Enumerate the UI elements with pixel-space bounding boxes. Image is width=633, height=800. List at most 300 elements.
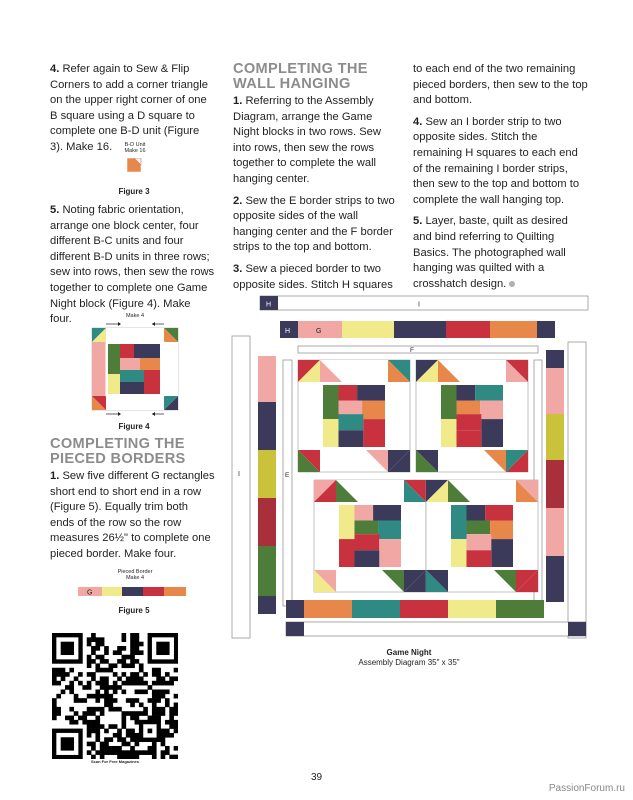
qr-module (152, 746, 157, 751)
block-patch (355, 505, 374, 521)
qr-module (87, 659, 92, 664)
qr-module (148, 716, 153, 721)
qr-module (100, 746, 105, 751)
qr-module (82, 711, 87, 716)
qr-module (100, 655, 105, 660)
qr-module (169, 720, 174, 725)
qr-module (156, 711, 161, 716)
game-night-block (314, 480, 426, 592)
qr-module (95, 689, 100, 694)
qr-module (135, 676, 140, 681)
qr-module (95, 737, 100, 742)
qr-module (113, 733, 118, 738)
qr-module (61, 737, 74, 750)
qr-module (52, 672, 57, 677)
qr-module (104, 659, 109, 664)
qr-module (161, 729, 166, 734)
qr-module (135, 659, 140, 664)
qr-module (152, 672, 157, 677)
qr-module (100, 642, 105, 647)
qr-module (78, 716, 83, 721)
qr-module (100, 694, 105, 699)
qr-module (143, 750, 148, 755)
qr-module (87, 672, 92, 677)
block-patch (323, 385, 339, 419)
qr-module (95, 681, 100, 686)
qr-module (82, 685, 87, 690)
qr-module (95, 642, 100, 647)
qr-module (152, 689, 157, 694)
qr-module (65, 716, 70, 721)
qr-module (139, 681, 144, 686)
block-patch (457, 414, 482, 430)
qr-module (117, 737, 122, 742)
qr-module (174, 729, 178, 734)
qr-module (87, 750, 92, 755)
qr-module (113, 750, 118, 755)
qr-module (108, 663, 113, 668)
qr-module (113, 672, 118, 677)
page-number: 39 (310, 772, 323, 783)
qr-module (152, 703, 157, 708)
qr-module (91, 724, 96, 729)
block-patch (320, 360, 388, 364)
qr-module (104, 729, 109, 734)
qr-module (108, 707, 113, 712)
qr-module (61, 689, 66, 694)
qr-module (139, 703, 144, 708)
qr-module (61, 642, 74, 655)
qr-module (108, 703, 113, 708)
qr-module (100, 711, 105, 716)
block-patch (457, 385, 476, 401)
qr-module (169, 724, 174, 729)
qr-module (130, 746, 135, 751)
qr-module (104, 676, 109, 681)
qr-module (161, 742, 166, 747)
qr-module (135, 733, 140, 738)
qr-module (169, 681, 174, 686)
qr-module (139, 711, 144, 716)
qr-module (122, 689, 127, 694)
block-patch (355, 521, 379, 535)
qr-module (108, 668, 113, 673)
block-patch (481, 419, 503, 447)
qr-module (130, 703, 135, 708)
assembly-step-2: 2. Sew the E border strips to two opposite sides of the wall hanging center and the F border strips to the top and bottom. (233, 194, 395, 254)
qr-module (156, 676, 161, 681)
qr-module (130, 716, 135, 721)
qr-module (56, 711, 61, 716)
qr-module (135, 642, 140, 647)
qr-module (52, 707, 57, 712)
qr-module (126, 655, 131, 660)
block-patch (441, 385, 457, 419)
qr-module (161, 707, 166, 712)
block-patch (448, 480, 516, 484)
qr-module (135, 720, 140, 725)
qr-module (139, 642, 144, 647)
qr-module (69, 689, 74, 694)
label-f: F (410, 347, 414, 354)
qr-module (165, 689, 170, 694)
qr-module (82, 698, 87, 703)
assembly-step-3: 3. Sew a pieced border to two opposite sides. Stitch H squares (233, 262, 393, 291)
qr-module (161, 676, 166, 681)
qr-module (152, 707, 157, 712)
watermark: PassionForum.ru (548, 783, 625, 794)
block-patch (438, 360, 506, 364)
qr-module (169, 716, 174, 721)
figure-5-label: Pieced Border Make 4 (117, 569, 153, 581)
qr-module (130, 737, 135, 742)
qr-module (117, 685, 122, 690)
qr-module (100, 742, 105, 747)
qr-module (130, 659, 135, 664)
qr-module (152, 698, 157, 703)
qr-code[interactable] (52, 633, 178, 759)
qr-module (156, 689, 161, 694)
qr-module (87, 707, 92, 712)
qr-module (91, 650, 96, 655)
qr-module (135, 716, 140, 721)
qr-module (91, 711, 96, 716)
qr-module (135, 637, 140, 642)
qr-module (91, 742, 96, 747)
qr-module (113, 663, 118, 668)
qr-module (143, 707, 148, 712)
qr-module (152, 668, 157, 673)
qr-module (152, 750, 157, 755)
block-patch (467, 550, 492, 567)
pieced-borders-heading: COMPLETING THE PIECED BORDERS (50, 436, 186, 467)
qr-module (95, 729, 100, 734)
qr-module (122, 637, 127, 642)
qr-module (152, 694, 157, 699)
block-patch (339, 414, 364, 430)
qr-module (100, 676, 105, 681)
qr-module (139, 650, 144, 655)
qr-module (108, 746, 113, 751)
qr-module (122, 655, 127, 660)
column-3 (413, 62, 588, 298)
end-bullet-icon (509, 281, 515, 287)
qr-module (69, 681, 74, 686)
qr-module (139, 689, 144, 694)
qr-module (152, 742, 157, 747)
qr-module (152, 711, 157, 716)
qr-module (91, 729, 96, 734)
qr-module (74, 720, 79, 725)
diagram-caption (228, 648, 590, 667)
qr-module (74, 698, 79, 703)
qr-module (104, 650, 109, 655)
qr-module (117, 750, 122, 755)
qr-module (143, 681, 148, 686)
qr-module (135, 737, 140, 742)
qr-module (135, 646, 140, 651)
step-4: 4. Refer again to Sew & Flip Corners to add a corner triangle on the upper right corner of one B square using a D square to complete one B-D unit (Figure 3). Make 16. (50, 63, 208, 153)
qr-module (78, 672, 83, 677)
step-5: 5. Noting fabric orientation, arrange one block center, four different B-C units and four different B-D units in three rows; sew into rows, then sew the rows together to complete one Game Night block (Figure 4). Make four. (50, 204, 215, 326)
figure-5-border (78, 586, 188, 598)
qr-module (156, 642, 169, 655)
qr-module (126, 681, 131, 686)
assembly-step-5: 5. Layer, baste, quilt as desired and bind referring to Quilting Basics. The photographed wall hanging was quilted with a crosshatch design. (413, 215, 568, 290)
qr-module (165, 672, 170, 677)
qr-module (56, 672, 61, 677)
qr-module (95, 733, 100, 738)
qr-module (165, 733, 170, 738)
qr-module (100, 637, 105, 642)
qr-module (130, 676, 135, 681)
qr-module (130, 711, 135, 716)
qr-module (174, 707, 178, 712)
qr-module (108, 685, 113, 690)
qr-module (56, 694, 61, 699)
qr-module (87, 685, 92, 690)
qr-module (113, 685, 118, 690)
game-night-blocks (298, 360, 538, 592)
qr-module (165, 703, 170, 708)
qr-module (135, 650, 140, 655)
qr-module (152, 716, 157, 721)
qr-module (104, 668, 109, 673)
qr-module (139, 676, 144, 681)
qr-module (174, 668, 178, 673)
qr-module (87, 681, 92, 686)
qr-module (104, 646, 109, 651)
qr-module (130, 663, 135, 668)
qr-module (126, 729, 131, 734)
qr-module (100, 668, 105, 673)
figure-4-label: Make 4 (125, 313, 145, 319)
qr-module (161, 737, 166, 742)
qr-module (148, 729, 153, 734)
column-1-borders (50, 437, 215, 569)
qr-module (148, 685, 153, 690)
qr-module (126, 733, 131, 738)
qr-module (78, 698, 83, 703)
qr-module (117, 707, 122, 712)
qr-module (56, 681, 61, 686)
qr-module (87, 711, 92, 716)
block-patch (490, 521, 513, 540)
assembly-diagram (228, 294, 590, 642)
wall-hanging-heading: COMPLETING THE WALL HANGING (233, 61, 368, 92)
qr-module (82, 720, 87, 725)
qr-module (108, 737, 113, 742)
qr-module (95, 655, 100, 660)
qr-module (91, 676, 96, 681)
qr-module (87, 637, 92, 642)
qr-module (130, 642, 135, 647)
game-night-block (298, 360, 410, 472)
block-patch (373, 505, 401, 521)
qr-module (122, 724, 127, 729)
figure-3-label: B-D Unit Make 16 (124, 142, 146, 154)
qr-module (95, 694, 100, 699)
qr-module (65, 672, 70, 677)
block-patch (363, 419, 385, 447)
qr-module (52, 703, 57, 708)
block-patch (339, 505, 355, 539)
qr-module (61, 668, 66, 673)
qr-module (161, 733, 166, 738)
qr-module (156, 668, 161, 673)
qr-module (108, 724, 113, 729)
qr-module (69, 707, 74, 712)
qr-module (126, 698, 131, 703)
figure-4-block (88, 322, 182, 417)
qr-module (108, 694, 113, 699)
qr-module (113, 724, 118, 729)
qr-module (169, 676, 174, 681)
qr-module (56, 668, 61, 673)
qr-module (74, 676, 79, 681)
qr-module (87, 655, 92, 660)
block-patch (323, 419, 339, 447)
qr-module (156, 694, 161, 699)
qr-module (122, 659, 127, 664)
block-patch (357, 385, 385, 401)
qr-module (95, 707, 100, 712)
qr-module (135, 681, 140, 686)
qr-module (87, 724, 92, 729)
qr-module (174, 694, 178, 699)
qr-module (104, 698, 109, 703)
qr-module (156, 707, 161, 712)
label-i-top: I (418, 301, 420, 309)
qr-module (148, 750, 153, 755)
qr-module (143, 689, 148, 694)
qr-module (87, 733, 92, 738)
qr-module (104, 742, 109, 747)
qr-module (104, 746, 109, 751)
qr-module (135, 689, 140, 694)
assembly-step-4: 4. Sew an I border strip to two opposite sides. Stitch the remaining H squares to each end of the remaining I border strips, then sew to the top and bottom to complete the wall hanging top. (413, 115, 580, 206)
block-patch (467, 505, 486, 521)
qr-module (161, 694, 166, 699)
qr-module (91, 659, 96, 664)
qr-module (122, 646, 127, 651)
block-patch (480, 401, 503, 420)
qr-module (161, 711, 166, 716)
qr-module (122, 737, 127, 742)
qr-module (113, 746, 118, 751)
block-patch (378, 521, 401, 540)
qr-module (174, 703, 178, 708)
qr-module (117, 676, 122, 681)
qr-module (161, 681, 166, 686)
qr-module (87, 729, 92, 734)
qr-module (52, 676, 57, 681)
qr-module (130, 681, 135, 686)
block-patch (339, 401, 363, 415)
qr-module (104, 689, 109, 694)
figure-4-caption: Figure 4 (118, 422, 150, 431)
qr-module (139, 663, 144, 668)
qr-module (95, 637, 100, 642)
qr-module (113, 707, 118, 712)
qr-module (117, 733, 122, 738)
figure-3-caption: Figure 3 (118, 187, 150, 196)
qr-module (100, 685, 105, 690)
qr-module (95, 750, 100, 755)
qr-module (122, 711, 127, 716)
qr-module (139, 750, 144, 755)
qr-module (69, 720, 74, 725)
qr-module (91, 694, 96, 699)
block-patch (475, 385, 503, 401)
block-patch (451, 539, 467, 567)
block-patch (379, 539, 401, 567)
assembly-step-1: 1. Referring to the Assembly Diagram, arrange the Game Night blocks in two rows. Sew into rows, then sew the rows together to complete the wall hanging center. (233, 95, 381, 185)
qr-module (104, 750, 109, 755)
qr-module (165, 720, 170, 725)
qr-module (161, 689, 166, 694)
game-night-block (426, 480, 538, 592)
qr-module (152, 681, 157, 686)
step-3-continued: to each end of the two remaining pieced borders, then sew to the top and bottom. (413, 63, 588, 107)
qr-module (130, 650, 135, 655)
diagram-subtitle: Assembly Diagram 35" x 35" (358, 657, 460, 667)
qr-module (61, 672, 66, 677)
qr-module (135, 633, 140, 638)
qr-module (126, 711, 131, 716)
qr-module (161, 750, 166, 755)
qr-module (122, 750, 127, 755)
qr-module (91, 646, 96, 651)
qr-module (87, 642, 92, 647)
qr-module (95, 724, 100, 729)
label-i-left: I (238, 471, 240, 478)
qr-module (165, 681, 170, 686)
qr-module (122, 633, 127, 638)
qr-module (126, 750, 131, 755)
block-patch (336, 480, 404, 484)
qr-module (130, 733, 135, 738)
diagram-title: Game Night (386, 648, 432, 657)
qr-module (122, 742, 127, 747)
qr-module (117, 746, 122, 751)
qr-module (113, 698, 118, 703)
qr-module (100, 707, 105, 712)
qr-module (165, 729, 170, 734)
qr-module (122, 672, 127, 677)
qr-module (113, 650, 118, 655)
qr-module (87, 742, 92, 747)
qr-module (52, 716, 57, 721)
qr-module (91, 720, 96, 725)
qr-module (169, 733, 174, 738)
qr-module (52, 698, 57, 703)
qr-module (117, 729, 122, 734)
qr-module (130, 633, 135, 638)
block-patch (485, 505, 513, 521)
qr-module (108, 750, 113, 755)
block-patch (467, 534, 492, 550)
qr-module (95, 720, 100, 725)
block-patch (457, 401, 481, 415)
qr-module (174, 711, 178, 716)
qr-caption: Scan For Free Magazines (90, 759, 139, 764)
qr-module (91, 672, 96, 677)
qr-module (156, 681, 161, 686)
qr-module (87, 663, 92, 668)
qr-module (95, 668, 100, 673)
qr-module (130, 672, 135, 677)
